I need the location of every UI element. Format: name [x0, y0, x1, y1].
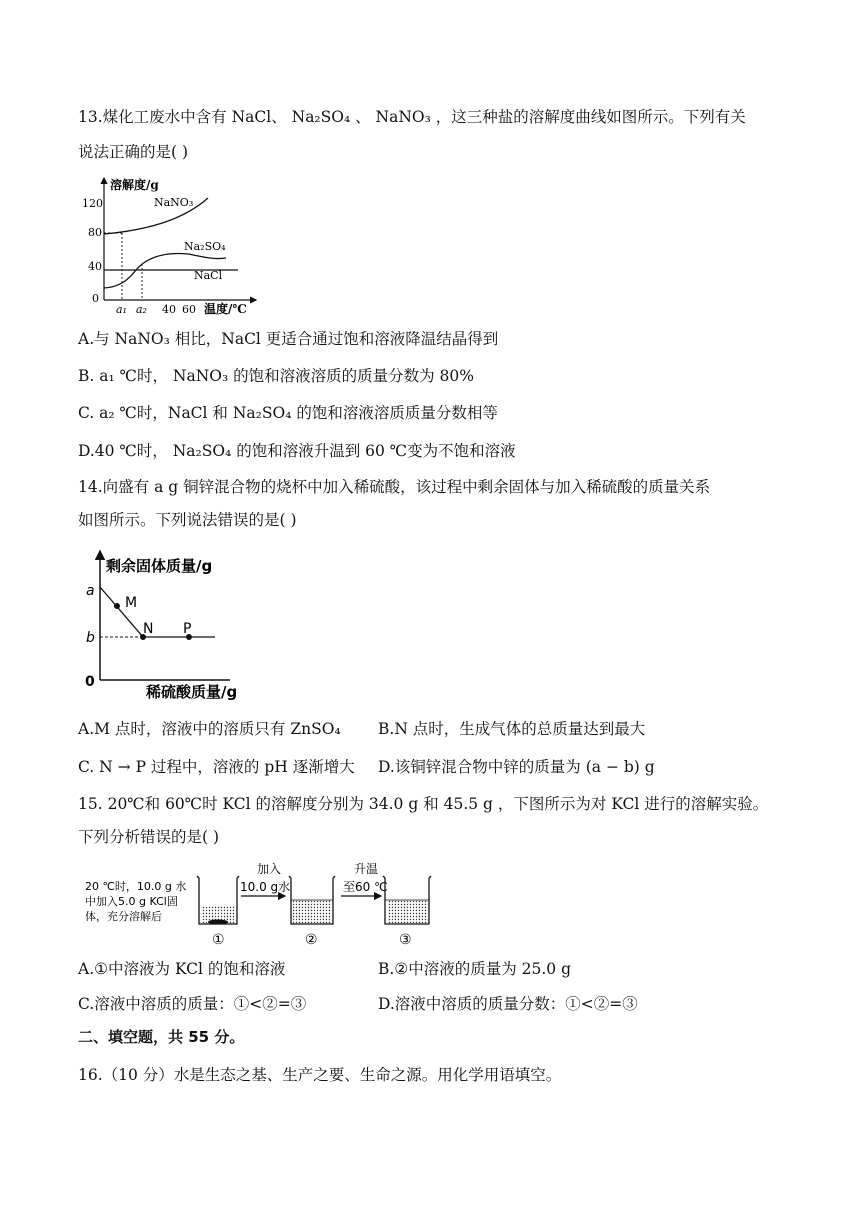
- q15-beaker-3: [383, 876, 431, 924]
- q15-label-beaker-3: ③: [399, 932, 412, 948]
- q14-label-0: 0: [85, 674, 95, 690]
- section-2-heading: 二、填空题，共 55 分。: [78, 1028, 245, 1046]
- q13-ytick: 120: [82, 197, 103, 210]
- q13-xtick: a₁: [116, 303, 127, 316]
- q13-ylabel: 溶解度/g: [110, 178, 159, 192]
- q14-option-b: B.N 点时，生成气体的总质量达到最大: [378, 720, 646, 738]
- q15-label-beaker-1: ①: [212, 932, 225, 948]
- q15-intro-line3: 体，充分溶解后: [85, 910, 162, 923]
- q16-stem: 16.（10 分）水是生态之基、生产之要、生命之源。用化学用语填空。: [78, 1066, 562, 1084]
- q14-stem-line2: 如图所示。下列说法错误的是( ): [78, 511, 297, 529]
- q13-xtick: a₂: [136, 303, 147, 316]
- q13-option-b: B. a₁ ℃时， NaNO₃ 的饱和溶液溶质的质量分数为 80%: [78, 367, 474, 385]
- q15-step2-line2: 至60 ℃: [343, 880, 388, 894]
- q13-option-a: A.与 NaNO₃ 相比，NaCl 更适合通过饱和溶液降温结晶得到: [78, 330, 499, 348]
- q14-stem-line1: 14.向盛有 a g 铜锌混合物的烧杯中加入稀硫酸，该过程中剩余固体与加入稀硫酸的质量关系: [78, 478, 711, 496]
- q13-xtick: 60: [182, 303, 196, 316]
- q13-xlabel: 温度/℃: [204, 302, 247, 316]
- q14-option-a: A.M 点时，溶液中的溶质只有 ZnSO₄: [78, 720, 341, 738]
- q13-label-nacl: NaCl: [194, 269, 223, 282]
- q15-option-b: B.②中溶液的质量为 25.0 g: [378, 960, 572, 978]
- q14-label-m: M: [125, 595, 138, 611]
- q14-label-p: P: [183, 621, 192, 637]
- q14-label-a: a: [86, 583, 95, 599]
- q14-mass-chart: [80, 545, 280, 705]
- q13-ytick: 0: [92, 292, 99, 305]
- q13-xtick: 40: [162, 303, 176, 316]
- q13-option-d: D.40 ℃时， Na₂SO₄ 的饱和溶液升温到 60 ℃变为不饱和溶液: [78, 442, 516, 460]
- q15-step1-line2: 10.0 g水: [240, 880, 291, 894]
- q15-step1-line1: 加入: [257, 862, 282, 876]
- q15-option-d: D.溶液中溶质的质量分数：①<②=③: [378, 995, 638, 1013]
- q13-option-c: C. a₂ ℃时，NaCl 和 Na₂SO₄ 的饱和溶液溶质质量分数相等: [78, 404, 498, 422]
- q15-step2-line1: 升温: [354, 862, 379, 876]
- q14-option-c: C. N → P 过程中，溶液的 pH 逐渐增大: [78, 758, 355, 776]
- q13-solubility-chart: [82, 172, 268, 317]
- q13-ytick: 40: [88, 260, 102, 273]
- q15-stem-line1: 15. 20℃和 60℃时 KCl 的溶解度分别为 34.0 g 和 45.5 g ，下图所示为对 KCl 进行的溶解实验。: [78, 795, 769, 813]
- q14-label-b: b: [86, 630, 95, 646]
- q15-intro-line1: 20 ℃时，10.0 g 水: [85, 880, 187, 893]
- q14-label-n: N: [143, 621, 154, 637]
- q13-stem-line1: 13.煤化工废水中含有 NaCl、 Na₂SO₄ 、 NaNO₃ ，这三种盐的溶解度曲线如图所示。下列有关: [78, 108, 746, 126]
- q13-ytick: 80: [88, 226, 102, 239]
- q15-option-c: C.溶液中溶质的质量：①<②=③: [78, 995, 307, 1013]
- q13-label-na2so4: Na₂SO₄: [184, 240, 226, 253]
- q15-label-beaker-2: ②: [305, 932, 318, 948]
- q15-stem-line2: 下列分析错误的是( ): [78, 828, 220, 846]
- q13-stem-line2: 说法正确的是( ): [78, 143, 189, 161]
- q14-point-m: [114, 603, 120, 609]
- q15-intro-line2: 中加入5.0 g KCl固: [85, 895, 178, 908]
- q14-option-d: D.该铜锌混合物中锌的质量为 (a − b) g: [378, 758, 655, 776]
- q15-dissolution-figure: [85, 858, 445, 950]
- q13-label-nano3: NaNO₃: [154, 196, 194, 209]
- q15-beaker-2: [289, 876, 335, 924]
- q15-beaker-1: [197, 876, 239, 925]
- q14-ylabel: 剩余固体质量/g: [106, 557, 213, 575]
- q14-xlabel: 稀硫酸质量/g: [146, 683, 238, 701]
- q15-option-a: A.①中溶液为 KCl 的饱和溶液: [78, 960, 286, 978]
